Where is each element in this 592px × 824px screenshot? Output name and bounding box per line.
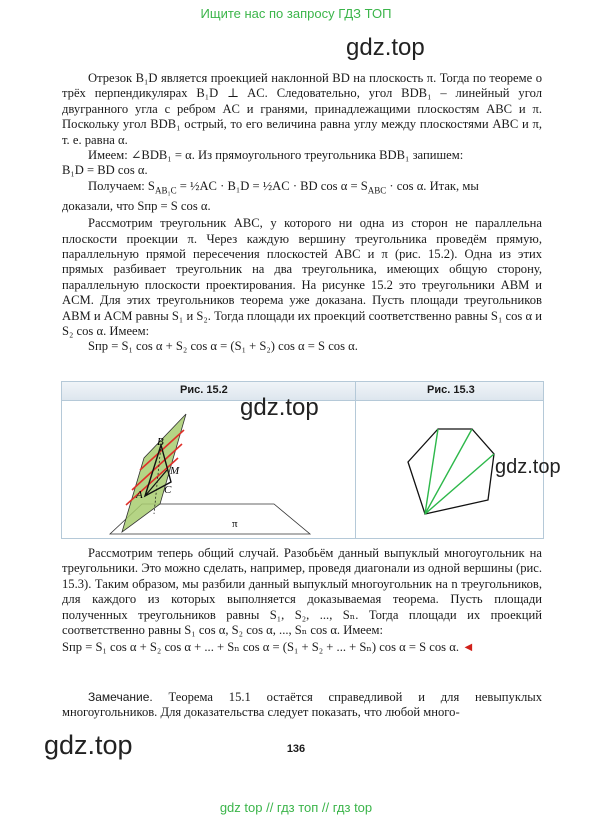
top-banner[interactable]: Ищите нас по запросу ГДЗ ТОП xyxy=(200,6,392,21)
watermark: gdz.top xyxy=(346,34,425,61)
label-B: B xyxy=(157,436,164,448)
equation-3: Sпр = S₁ cos α + S₂ cos α + ... + Sₙ cos α = (S₁ + S₂ + ... + Sₙ) cos α = S cos α. ◄ xyxy=(62,640,475,655)
paragraph-3: Получаем: $S_{AB_1C}$ = ½AC · B₁D = ½AC · BD $\cos \alpha = S_{ABC} \cdot \cos \alpha$. Итак, мы xyxy=(88,178,479,196)
equation-1: B₁D = BD cos α. xyxy=(62,163,148,178)
label-M: M xyxy=(170,465,180,477)
label-C: C xyxy=(164,484,172,496)
watermark: gdz.top xyxy=(240,394,319,421)
note xyxy=(62,690,542,721)
label-A: A xyxy=(136,489,143,501)
note-paragraph: Замечание. Теорема 15.1 остаётся справедливой и для невыпуклых многоугольников. Для доказательства следует показать, что любой много- xyxy=(62,690,542,720)
end-of-proof-icon: ◄ xyxy=(462,640,475,655)
equation-2: Sпр = S₁ cos α + S₂ cos α = (S₁ + S₂) cos α = S cos α. xyxy=(88,339,358,354)
text-block-2 xyxy=(62,546,542,656)
watermark: gdz.top xyxy=(495,456,561,478)
figure-15-3-title: Рис. 15.3 xyxy=(427,384,475,396)
paragraph-4: Рассмотрим треугольник ABC, у которого ни одна из сторон не параллельна плоскости проекции π. Через каждую вершину треугольника проведём прямую, параллельную прямой пересечения плоскостей ABC и π (рис. 15.2). Одна из этих прямых разбивает треугольник на два треугольника, имеющих общую сторону, параллельную плоскости проектирования. На рисунке 15.2 это треугольники ABM и ACM. Для этих треугольников теорема уже доказана. Пусть площади треугольников ABM и ACM равны S₁ и S₂. Тогда площади их проекций соответственно равны S₁ cos α и S₂ cos α. Имеем: xyxy=(62,216,542,339)
paragraph-1: Отрезок B₁D является проекцией наклонной BD на плоскость π. Тогда по теореме о трёх перпендикулярах B₁D ⊥ AC. Следовательно, угол BDB₁ – линейный угол двугранного угла с ребром AC и гранями, принадлежащими плоскостям ABC и π. Поскольку угол BDB₁ острый, то его величина равна углу между плоскостями ABC и π, т. е. равна α. xyxy=(62,71,542,147)
figure-15-2-title: Рис. 15.2 xyxy=(180,384,228,396)
text-block-1 xyxy=(62,71,542,355)
page-number: 136 xyxy=(286,743,306,755)
bottom-banner[interactable]: gdz top // гдз топ // гдз top xyxy=(219,800,373,815)
label-pi: π xyxy=(232,518,238,530)
watermark: gdz.top xyxy=(44,730,133,760)
paragraph-3b: доказали, что Sпр = S cos α. xyxy=(62,198,211,213)
note-label: Замечание. xyxy=(88,690,153,704)
paragraph-5: Рассмотрим теперь общий случай. Разобьём данный выпуклый многоугольник на треугольники. Это можно сделать, например, проведя диагонали из одной вершины (рис. 15.3). Таким образом, мы разбили данный выпуклый многоугольник на n треугольников, для каждого из которых выполняется доказываемая теорема. Пусть площади полученных треугольников равны S₁, S₂, ..., Sₙ. Тогда площади их проекций соответственно равны S₁ cos α, S₂ cos α, ..., Sₙ cos α. Имеем: xyxy=(62,546,542,638)
paragraph-2: Имеем: ∠BDB₁ = α. Из прямоугольного треугольника BDB₁ запишем: xyxy=(88,148,464,163)
